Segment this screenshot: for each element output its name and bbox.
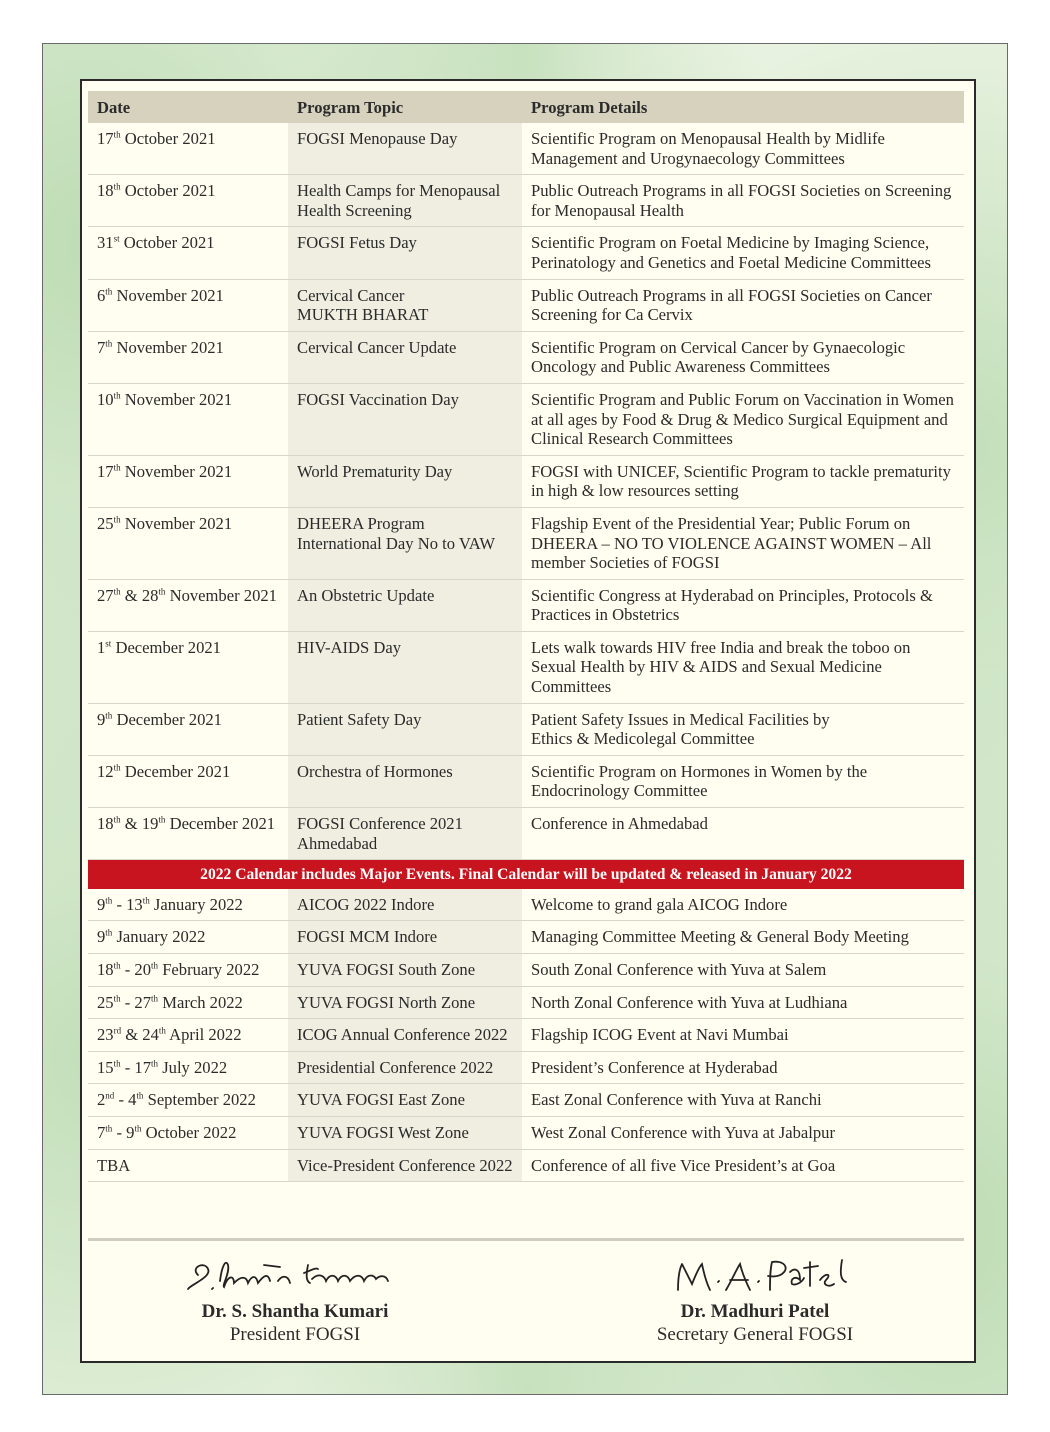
- cell-program-details: South Zonal Conference with Yuva at Salem: [522, 954, 964, 987]
- date-day: 18: [97, 181, 114, 201]
- cell-program-topic: YUVA FOGSI North Zone: [288, 986, 522, 1019]
- table-row: [88, 123, 964, 175]
- date-suf2: th: [134, 1123, 142, 1134]
- table-row: [88, 579, 964, 631]
- date-suf: th: [105, 927, 113, 938]
- signatory-title-left: President FOGSI: [229, 1324, 361, 1345]
- table-row: [88, 703, 964, 755]
- date-rest: November 2021: [112, 337, 224, 357]
- table-row: [88, 1051, 964, 1084]
- cell-date: [88, 954, 288, 987]
- date-suf: nd: [105, 1090, 115, 1101]
- cell-date: [88, 383, 288, 455]
- cell-date: [88, 455, 288, 507]
- date-day: 7: [97, 1122, 106, 1142]
- date-day: 2: [97, 1090, 106, 1110]
- signature-left: [160, 1245, 430, 1346]
- table-row: [88, 1019, 964, 1052]
- date-rest: December 2021: [120, 761, 231, 781]
- date-suf2: th: [158, 586, 166, 597]
- date-day: 18: [97, 960, 114, 979]
- table-row: [88, 1084, 964, 1117]
- table-row: [88, 455, 964, 507]
- date-suf: rd: [113, 1025, 122, 1036]
- date-rest: October 2021: [119, 233, 215, 253]
- date-rest: January 2022: [149, 894, 243, 914]
- date-rest: October 2022: [141, 1122, 237, 1142]
- cell-program-details: Lets walk towards HIV free India and break the toboo on Sexual Health by HIV & AIDS and Sexual Medicine Committees: [522, 631, 964, 703]
- date-suf: th: [113, 993, 121, 1004]
- table-bottom-divider: [88, 1238, 964, 1241]
- date-mid: - 9: [112, 1122, 135, 1142]
- date-rest: December 2021: [111, 637, 221, 657]
- signature-image-shantha-kumari: [160, 1245, 430, 1300]
- date-rest: November 2021: [120, 513, 233, 533]
- cell-program-details: Welcome to grand gala AICOG Indore: [522, 889, 964, 921]
- table-row: [88, 954, 964, 987]
- date-rest: October 2021: [120, 129, 216, 148]
- date-day: 17: [97, 129, 114, 148]
- date-suf: th: [105, 895, 113, 906]
- date-rest: November 2021: [112, 285, 224, 305]
- cell-program-topic: ICOG Annual Conference 2022: [288, 1019, 522, 1052]
- cell-program-topic: World Prematurity Day: [288, 455, 522, 507]
- date-day: 23: [97, 1025, 114, 1045]
- cell-program-details: East Zonal Conference with Yuva at Ranchi: [522, 1084, 964, 1117]
- date-suf2: th: [151, 993, 159, 1004]
- header-date: Date: [88, 91, 288, 123]
- table-row: [88, 383, 964, 455]
- cell-program-topic: FOGSI Vaccination Day: [288, 383, 522, 455]
- table-row: [88, 889, 964, 921]
- date-suf: th: [113, 762, 121, 773]
- cell-program-details: Conference of all five Vice President’s at Goa: [522, 1149, 964, 1182]
- cell-date: [88, 1116, 288, 1149]
- date-day: 1: [97, 637, 106, 657]
- cell-program-topic: FOGSI Menopause Day: [288, 123, 522, 175]
- cell-date: [88, 279, 288, 331]
- date-mid: - 20: [120, 960, 152, 979]
- table-row: [88, 227, 964, 279]
- cell-date: [88, 631, 288, 703]
- date-day: 15: [97, 1057, 114, 1077]
- date-rest: September 2022: [143, 1090, 256, 1110]
- date-day: 9: [97, 894, 106, 914]
- date-rest: December 2021: [112, 709, 222, 729]
- cell-date: [88, 175, 288, 227]
- cell-date: [88, 703, 288, 755]
- signature-image-madhuri-patel: [620, 1250, 890, 1300]
- cell-date: [88, 579, 288, 631]
- date-mid: - 4: [114, 1090, 137, 1110]
- cell-date: [88, 1019, 288, 1052]
- cell-program-details: President’s Conference at Hyderabad: [522, 1051, 964, 1084]
- table-row: [88, 175, 964, 227]
- date-suf: th: [113, 1058, 121, 1069]
- date-rest: July 2022: [158, 1057, 228, 1077]
- cell-program-topic: AICOG 2022 Indore: [288, 889, 522, 921]
- cell-date: [88, 889, 288, 921]
- table-row: [88, 507, 964, 579]
- cell-program-topic: Health Camps for Menopausal Health Screening: [288, 175, 522, 227]
- cell-program-topic: YUVA FOGSI East Zone: [288, 1084, 522, 1117]
- date-day: 27: [97, 585, 114, 605]
- cell-program-topic: Orchestra of Hormones: [288, 755, 522, 807]
- date-mid: - 13: [112, 894, 143, 914]
- table-row: [88, 921, 964, 954]
- table-row: [88, 331, 964, 383]
- cell-program-topic: HIV-AIDS Day: [288, 631, 522, 703]
- date-day: 6: [97, 285, 106, 305]
- date-day: 17: [97, 461, 114, 481]
- date-suf: th: [113, 129, 121, 140]
- cell-program-topic: FOGSI Conference 2021 Ahmedabad: [288, 808, 522, 860]
- cell-program-details: Scientific Program on Cervical Cancer by Gynaecologic Oncology and Public Awareness Committees: [522, 331, 964, 383]
- date-rest: October 2021: [120, 181, 216, 201]
- date-suf: th: [105, 1123, 113, 1134]
- date-suf: th: [105, 710, 113, 721]
- table-row: [88, 755, 964, 807]
- date-suf: th: [113, 514, 121, 525]
- date-day: 9: [97, 927, 106, 947]
- date-rest: February 2022: [158, 960, 260, 979]
- date-suf: st: [105, 638, 112, 649]
- header-program-details: Program Details: [522, 91, 964, 123]
- table-row: [88, 1149, 964, 1182]
- cell-program-details: Flagship Event of the Presidential Year; Public Forum on DHEERA – NO TO VIOLENCE AGAINST WOMEN – All member Societies of FOGSI: [522, 507, 964, 579]
- cell-program-details: North Zonal Conference with Yuva at Ludhiana: [522, 986, 964, 1019]
- header-program-topic: Program Topic: [288, 91, 522, 123]
- date-suf: th: [113, 960, 121, 971]
- table-row: [88, 631, 964, 703]
- cell-date: [88, 1084, 288, 1117]
- date-suf2: th: [158, 814, 166, 825]
- table-row: [88, 986, 964, 1019]
- signatory-name-right: Dr. Madhuri Patel: [680, 1301, 830, 1322]
- date-rest: November 2021: [165, 585, 277, 605]
- cell-program-details: Public Outreach Programs in all FOGSI Societies on Screening for Menopausal Health: [522, 175, 964, 227]
- table-row: [88, 808, 964, 860]
- date-suf2: th: [151, 960, 159, 971]
- cell-date: [88, 921, 288, 954]
- events-calendar-table: [88, 91, 964, 1182]
- cell-program-topic: Presidential Conference 2022: [288, 1051, 522, 1084]
- date-suf2: th: [151, 1058, 159, 1069]
- cell-program-details: Scientific Program on Foetal Medicine by Imaging Science, Perinatology and Genetics and Foetal Medicine Committees: [522, 227, 964, 279]
- date-mid: & 28: [120, 585, 159, 605]
- date-mid: & 19: [120, 814, 159, 834]
- signatory-name-left: Dr. S. Shantha Kumari: [201, 1301, 389, 1322]
- cell-date: [88, 808, 288, 860]
- date-day: 12: [97, 761, 114, 781]
- date-mid: - 17: [120, 1057, 152, 1077]
- date-suf: th: [105, 286, 113, 297]
- date-suf2: th: [158, 1025, 166, 1036]
- date-day: 10: [97, 389, 114, 409]
- table-header-row: [88, 91, 964, 123]
- date-suf: st: [113, 233, 120, 244]
- cell-program-details: Patient Safety Issues in Medical Facilities by Ethics & Medicolegal Committee: [522, 703, 964, 755]
- table-row: [88, 279, 964, 331]
- date-day: TBA: [97, 1155, 131, 1175]
- date-day: 25: [97, 992, 114, 1012]
- date-suf: th: [113, 586, 121, 597]
- cell-program-details: West Zonal Conference with Yuva at Jabalpur: [522, 1116, 964, 1149]
- date-rest: December 2021: [165, 814, 276, 834]
- date-suf2: th: [142, 895, 150, 906]
- date-suf: th: [113, 181, 121, 192]
- cell-date: [88, 123, 288, 175]
- cell-program-topic: FOGSI Fetus Day: [288, 227, 522, 279]
- date-suf: th: [113, 814, 121, 825]
- cell-program-details: Scientific Program on Hormones in Women by the Endocrinology Committee: [522, 755, 964, 807]
- date-day: 7: [97, 337, 106, 357]
- cell-date: [88, 507, 288, 579]
- cell-program-details: Flagship ICOG Event at Navi Mumbai: [522, 1019, 964, 1052]
- date-rest: November 2021: [120, 389, 233, 409]
- cell-program-topic: Patient Safety Day: [288, 703, 522, 755]
- cell-program-topic: DHEERA Program International Day No to VAW: [288, 507, 522, 579]
- date-day: 25: [97, 513, 114, 533]
- cell-program-topic: Cervical Cancer Update: [288, 331, 522, 383]
- cell-program-topic: An Obstetric Update: [288, 579, 522, 631]
- date-rest: November 2021: [120, 461, 233, 481]
- date-suf: th: [113, 390, 121, 401]
- cell-program-details: Scientific Congress at Hyderabad on Principles, Protocols & Practices in Obstetrics: [522, 579, 964, 631]
- cell-program-topic: Cervical Cancer MUKTH BHARAT: [288, 279, 522, 331]
- cell-date: [88, 755, 288, 807]
- cell-program-details: Conference in Ahmedabad: [522, 808, 964, 860]
- calendar-notice-banner: [88, 860, 964, 889]
- cell-date: [88, 331, 288, 383]
- cell-date: [88, 1149, 288, 1182]
- table-row: [88, 1116, 964, 1149]
- cell-date: [88, 986, 288, 1019]
- date-day: 9: [97, 709, 106, 729]
- date-rest: March 2022: [158, 992, 243, 1012]
- calendar-notice-text: 2022 Calendar includes Major Events. Final Calendar will be updated & released in January 2022: [88, 860, 964, 889]
- date-suf: th: [105, 338, 113, 349]
- date-day: 18: [97, 814, 114, 834]
- signatory-title-right: Secretary General FOGSI: [656, 1324, 854, 1345]
- date-day: 31: [97, 233, 114, 253]
- cell-program-details: Public Outreach Programs in all FOGSI Societies on Cancer Screening for Ca Cervix: [522, 279, 964, 331]
- cell-program-topic: YUVA FOGSI South Zone: [288, 954, 522, 987]
- cell-program-details: Managing Committee Meeting & General Body Meeting: [522, 921, 964, 954]
- date-mid: - 27: [120, 992, 152, 1012]
- date-mid: & 24: [121, 1025, 159, 1045]
- cell-program-details: FOGSI with UNICEF, Scientific Program to tackle prematurity in high & low resources setting: [522, 455, 964, 507]
- cell-program-details: Scientific Program on Menopausal Health by Midlife Management and Urogynaecology Committees: [522, 123, 964, 175]
- cell-program-details: Scientific Program and Public Forum on Vaccination in Women at all ages by Food & Drug & Medico Surgical Equipment and Clinical Research Committees: [522, 383, 964, 455]
- cell-program-topic: YUVA FOGSI West Zone: [288, 1116, 522, 1149]
- table-body: [88, 123, 964, 1182]
- signature-right: [620, 1250, 890, 1346]
- cell-program-topic: Vice-President Conference 2022: [288, 1149, 522, 1182]
- cell-date: [88, 227, 288, 279]
- date-suf: th: [113, 462, 121, 473]
- date-suf2: th: [136, 1090, 144, 1101]
- cell-date: [88, 1051, 288, 1084]
- date-rest: January 2022: [112, 927, 206, 947]
- cell-program-topic: FOGSI MCM Indore: [288, 921, 522, 954]
- date-rest: April 2022: [165, 1025, 242, 1045]
